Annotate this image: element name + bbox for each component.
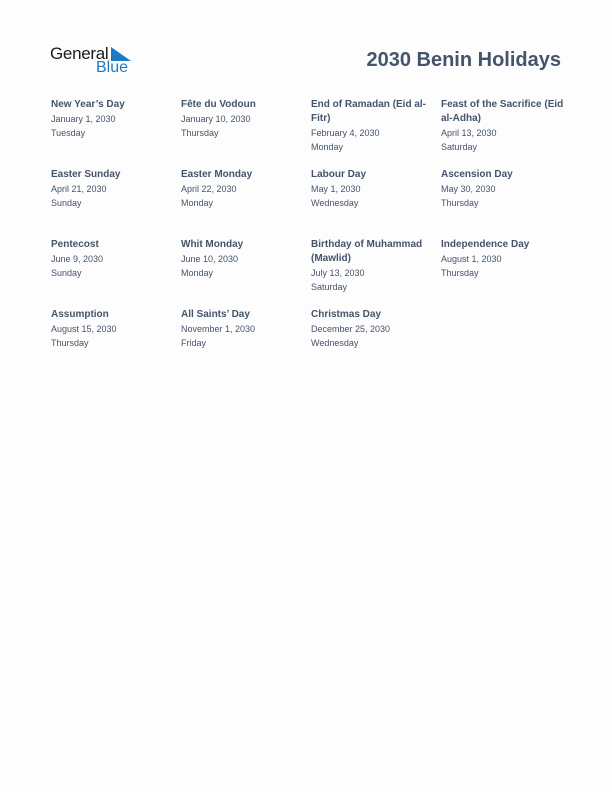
- holiday-date: April 13, 2030: [441, 128, 497, 138]
- holiday-name: Pentecost: [51, 239, 99, 250]
- holiday-weekday: Sunday: [51, 268, 82, 278]
- holiday-date: November 1, 2030: [181, 324, 256, 334]
- holiday-item: [51, 238, 181, 308]
- holiday-date: January 1, 2030: [51, 114, 116, 124]
- holiday-weekday: Tuesday: [51, 128, 86, 138]
- holiday-date: May 1, 2030: [311, 184, 361, 194]
- holiday-date: April 22, 2030: [181, 184, 237, 194]
- holiday-item: [441, 238, 571, 308]
- holiday-date: June 9, 2030: [51, 254, 104, 264]
- holiday-name: Assumption: [51, 309, 109, 320]
- holiday-weekday: Thursday: [441, 198, 479, 208]
- holiday-item: [181, 98, 311, 168]
- holiday-name: Ascension Day: [441, 169, 513, 180]
- holiday-date: May 30, 2030: [441, 184, 496, 194]
- holiday-item: [311, 238, 441, 308]
- holiday-date: December 25, 2030: [311, 324, 391, 334]
- holiday-name: End of Ramadan (Eid al-Fitr): [311, 99, 427, 124]
- holiday-weekday: Wednesday: [311, 338, 359, 348]
- holiday-name: Easter Monday: [181, 169, 253, 180]
- holiday-date: August 1, 2030: [441, 254, 502, 264]
- holiday-weekday: Sunday: [51, 198, 82, 208]
- holiday-weekday: Thursday: [441, 268, 479, 278]
- holiday-weekday: Wednesday: [311, 198, 359, 208]
- logo-blue-text: Blue: [96, 59, 129, 76]
- holiday-name: Fête du Vodoun: [181, 99, 256, 110]
- holiday-date: August 15, 2030: [51, 324, 117, 334]
- holiday-item: [311, 308, 441, 378]
- holiday-name: Feast of the Sacrifice (Eid al-Adha): [441, 99, 564, 124]
- holiday-name: Independence Day: [441, 239, 530, 250]
- holiday-name: Christmas Day: [311, 309, 382, 320]
- holiday-item: [311, 168, 441, 238]
- holiday-weekday: Friday: [181, 338, 207, 348]
- holiday-item: [181, 308, 311, 378]
- holiday-item: [441, 98, 571, 168]
- generalblue-logo: [50, 44, 140, 78]
- holiday-grid: [51, 98, 571, 378]
- holiday-date: April 21, 2030: [51, 184, 107, 194]
- holiday-name: Labour Day: [311, 169, 367, 180]
- holiday-weekday: Thursday: [51, 338, 89, 348]
- holiday-item: [181, 238, 311, 308]
- holiday-date: July 13, 2030: [311, 268, 365, 278]
- page-title: 2030 Benin Holidays: [366, 49, 561, 71]
- holiday-item: [51, 168, 181, 238]
- holiday-weekday: Monday: [311, 142, 344, 152]
- holiday-date: February 4, 2030: [311, 128, 380, 138]
- holiday-name: Whit Monday: [181, 239, 244, 250]
- holiday-date: January 10, 2030: [181, 114, 251, 124]
- holiday-weekday: Monday: [181, 268, 214, 278]
- holiday-item: [441, 168, 571, 238]
- holiday-weekday: Thursday: [181, 128, 219, 138]
- holiday-item: [181, 168, 311, 238]
- holiday-item: [311, 98, 441, 168]
- holiday-item: [51, 98, 181, 168]
- holiday-name: Easter Sunday: [51, 169, 121, 180]
- holiday-weekday: Monday: [181, 198, 214, 208]
- holiday-name: New Year’s Day: [51, 99, 125, 110]
- logo-general-text: General: [50, 44, 109, 63]
- holiday-item: [51, 308, 181, 378]
- holiday-weekday: Saturday: [311, 282, 348, 292]
- holiday-name: All Saints’ Day: [181, 309, 250, 320]
- holiday-weekday: Saturday: [441, 142, 478, 152]
- holiday-name: Birthday of Muhammad (Mawlid): [311, 239, 423, 264]
- holiday-date: June 10, 2030: [181, 254, 239, 264]
